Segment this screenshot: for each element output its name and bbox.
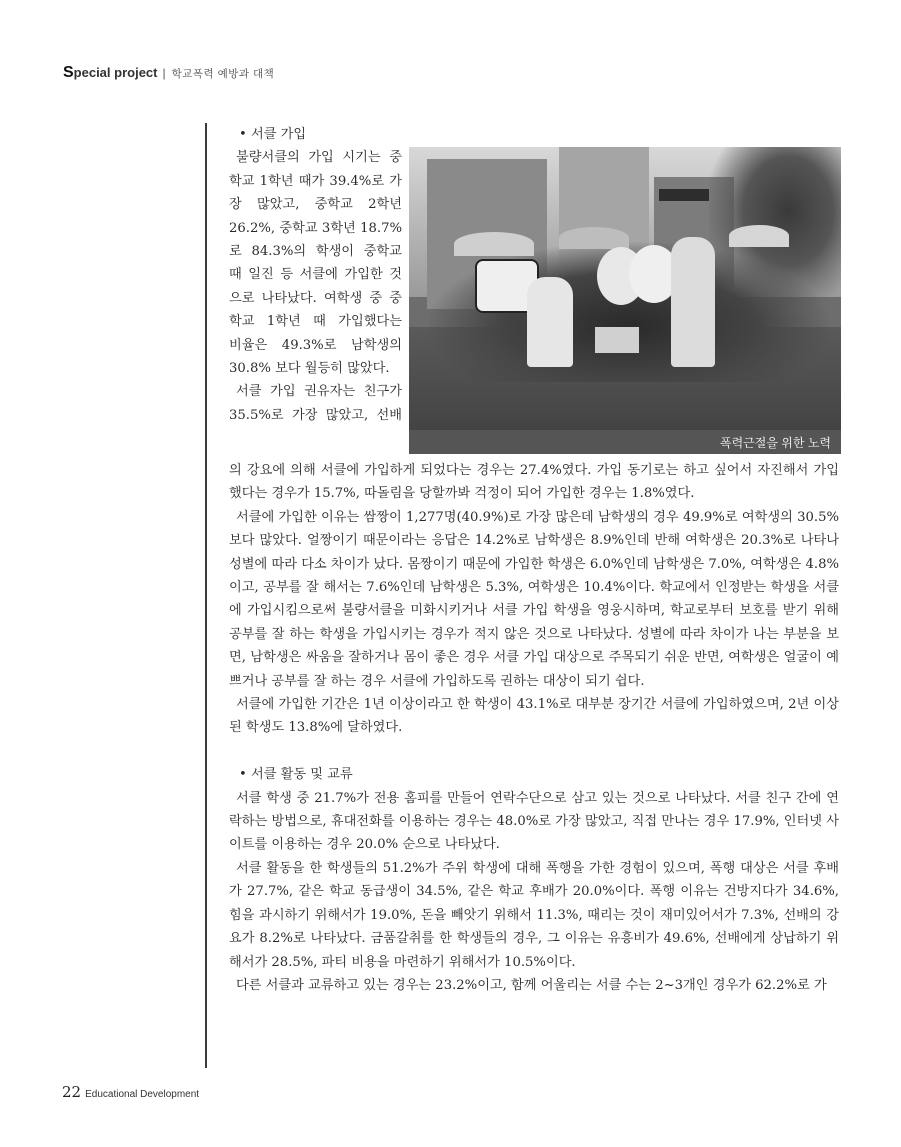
narrow-column [229, 123, 402, 427]
paragraph-exchange: 다른 서클과 교류하고 있는 경우는 23.2%이고, 함께 어울리는 서클 수는 2~3개인 경우가 62.2%로 가 [236, 977, 827, 993]
section-heading-activities: • 서클 활동 및 교류 [239, 767, 353, 783]
narrow-line: 35.5%로 가장 많았고, 선배 [229, 407, 402, 423]
publication-title: Educational Development [85, 1089, 200, 1100]
narrow-line: 학교 1학년 때가 39.4%로 가 [229, 173, 402, 189]
narrow-line: 학교 1학년 때 가입했다는 [229, 314, 402, 330]
narrow-paragraph-2 [229, 380, 402, 427]
running-header [63, 64, 274, 84]
brand-initial: S [63, 64, 74, 81]
header-separator: | [162, 66, 166, 80]
narrow-line: 으로 나타났다. 여학생 중 중 [229, 290, 402, 306]
photo-caption-bar [409, 430, 841, 454]
narrow-line: 26.2%, 중학교 3학년 18.7% [229, 220, 402, 236]
narrow-line: 장 많았고, 중학교 2학년 [229, 197, 402, 213]
protest-photo [409, 147, 841, 454]
vertical-rule [205, 123, 207, 1068]
paragraph-recruiter-cont: 의 강요에 의해 서클에 가입하게 되었다는 경우는 27.4%였다. 가입 동기로는 하고 싶어서 자진해서 가입했다는 경우가 15.7%, 따돌림을 당할까봐 걱정이 되어 가입한 경우는 1.8%였다. [229, 463, 839, 502]
wide-column [229, 459, 839, 997]
photo-caption: 폭력근절을 위한 노력 [720, 436, 831, 450]
narrow-line: 비율은 49.3%로 남학생의 [229, 337, 402, 353]
brand-name: pecial project [73, 65, 158, 80]
page-footer [62, 1082, 199, 1101]
narrow-line: 30.8% 보다 월등히 많았다. [229, 361, 390, 377]
narrow-line: 로 84.3%의 학생이 중학교 [229, 244, 402, 260]
paragraph-violence: 서클 활동을 한 학생들의 51.2%가 주위 학생에 대해 폭행을 가한 경험이 있으며, 폭행 대상은 서클 후배가 27.7%, 같은 학교 동급생이 34.5%, 같은 학교 후배가 20.0%이다. 폭행 이유는 건방지다가 34.6%, 힘을 과시하기 위해서가 19.0%, 돈을 빼앗기 위해서 11.3%, 때리는 것이 재미있어서가 7.3%, 선배의 강요가 8.2%로 나타났다. 금품갈취를 한 학생들의 경우, 그 이유는 유흥비가 49.6%, 선배에게 상납하기 위해서가 28.5%, 파티 비용을 마련하기 위해서가 10.5%이다. [229, 860, 839, 970]
paragraph-communication: 서클 학생 중 21.7%가 전용 홈피를 만들어 연락수단으로 삼고 있는 것으로 나타났다. 서클 친구 간에 연락하는 방법으로, 휴대전화를 이용하는 경우는 48.0%로 가장 많았고, 직접 만나는 경우 17.9%, 인터넷 사이트를 이용하는 경우 20.0% 순으로 나타났다. [229, 790, 839, 853]
section-title: 학교폭력 예방과 대책 [171, 68, 275, 80]
section-heading-membership: • 서클 가입 [239, 127, 307, 142]
page-number: 22 [62, 1083, 82, 1101]
narrow-paragraph-1 [229, 146, 402, 380]
narrow-line: 서클 가입 권유자는 친구가 [236, 384, 402, 400]
paragraph-reasons: 서클에 가입한 이유는 쌈짱이 1,277명(40.9%)로 가장 많은데 남학생의 경우 49.9%로 여학생의 30.5%보다 많았다. 얼짱이기 때문이라는 응답은 14.2%로 남학생은 8.9%인데 반해 여학생은 20.3%로 나타나 성별에 따라 다소 차이가 났다. 몸짱이기 때문에 가입한 학생은 6.0%인데 남학생은 7.0%, 여학생은 4.8%이고, 공부를 잘 해서는 7.6%인데 남학생은 5.3%, 여학생은 10.4%이다. 학교에서 인정받는 학생을 서클에 가입시킴으로써 불량서클을 미화시키거나 서클 가입 학생을 영웅시하며, 학교로부터 보호를 받기 위해 공부를 잘 하는 학생을 가입시키는 경우가 적지 않은 것으로 나타났다. 성별에 따라 차이가 나는 부분을 보면, 남학생은 싸움을 잘하거나 몸이 좋은 경우 서클 가입 대상으로 주목되기 쉬운 반면, 여학생은 얼굴이 예쁘거나 공부를 잘 하는 경우 서클에 가입하도록 권하는 대상이 되기 쉽다. [229, 509, 839, 689]
narrow-line: 때 일진 등 서클에 가입한 것 [229, 267, 402, 283]
paragraph-duration: 서클에 가입한 기간은 1년 이상이라고 한 학생이 43.1%로 대부분 장기간 서클에 가입하였으며, 2년 이상 된 학생도 13.8%에 달하였다. [229, 697, 839, 736]
narrow-line: 불량서클의 가입 시기는 중 [236, 150, 402, 166]
